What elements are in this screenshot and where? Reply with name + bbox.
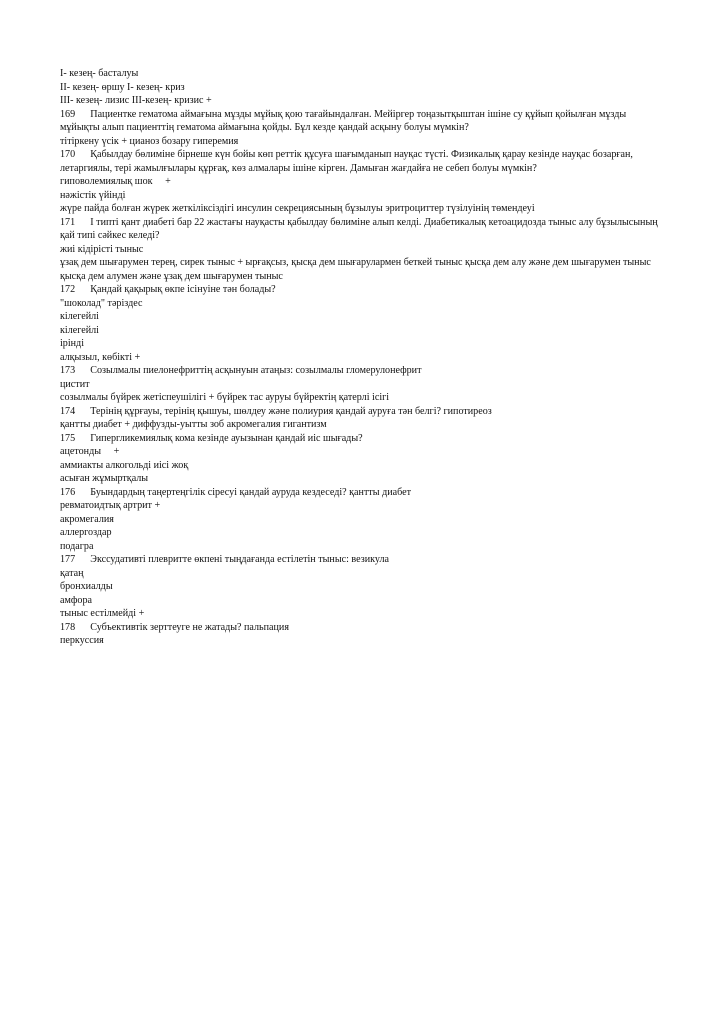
answer-line: "шоколад" тәріздес (60, 297, 143, 309)
answer-line: ревматоидтық артрит + (60, 500, 161, 511)
question-171: 171 I типті қант диабеті бар 22 жастағы науқасты қабылдау бөлиміне алып келді. Диабетикалық кетоацидозда тыныс алу бұзылысының қай типі сәйкес келеді? (60, 216, 661, 241)
answer-line: қантты диабет + диффузды-уытты зоб акромегалия гигантизм (60, 419, 327, 430)
answer-line: жүре пайда болған жүрек жеткіліксіздігі инсулин секрециясының бұзылуы эритроциттер түзілуінің төмендеуі (60, 203, 535, 214)
answer-line: цистит (60, 378, 90, 390)
answer-line: қатаң (60, 567, 84, 579)
text-line: I- кезең- басталуы (60, 68, 139, 79)
answer-line: кілегейлі (60, 324, 99, 336)
answer-line: ацетонды + (60, 446, 120, 457)
answer-line: перкуссия (60, 635, 104, 646)
answer-line: бронхиалды (60, 581, 113, 592)
answer-line: жиі кідірісті тыныс (60, 243, 144, 255)
question-175: 175 Гипергликемиялық кома кезінде ауызынан қандай иіс шығады? (60, 432, 363, 444)
answer-line: амфора (60, 594, 92, 606)
answer-line: тыныс естілмейді + (60, 608, 145, 619)
answer-line: тітіркену үсік + цианоз бозару гиперемия (60, 135, 239, 147)
answer-line: алқызыл, көбікті + (60, 351, 141, 363)
answer-line: ірінді (60, 338, 84, 349)
text-line: II- кезең- өршу I- кезең- криз (60, 81, 185, 93)
question-174: 174 Терінің құрғауы, терінің қышуы, шөлдеу және полиурия қандай ауруға тән белгі? гипотиреоз (60, 405, 492, 417)
answer-line: акромегалия (60, 513, 114, 525)
answer-line: подагра (60, 540, 94, 552)
document-body (60, 67, 660, 648)
answer-line: аммиакты алкогольді иісі жоқ (60, 459, 189, 471)
question-170: 170 Қабылдау бөлиміне бірнеше күн бойы көп реттік құсуға шағымданып науқас түсті. Физикалық қарау кезінде науқас бозарған, летаргиялы, тері жамылғылары құрғақ, көз алмалары ішіне кірген. Дамыған жағдайға не себеп болуы мүмкін? (60, 149, 636, 174)
answer-line: нәжістік үйінді (60, 189, 126, 201)
answer-line: асыған жұмыртқалы (60, 473, 149, 484)
question-173: 173 Созылмалы пиелонефриттің асқынуын атаңыз: созылмалы гломерулонефрит (60, 365, 422, 376)
question-169: 169 Пациентке гематома аймағына мұзды мұйық қою тағайындалған. Мейіргер тоңазытқыштан ішіне су құйып қойылған мұзды мұйықты алып пациенттің гематома аймағына қойды. Бұл кезде қандай асқыну болуы мүмкін? (60, 108, 629, 133)
answer-line: аллергоздар (60, 527, 112, 538)
answer-line: ұзақ дем шығарумен терең, сирек тыныс + ырғақсыз, қысқа дем шығарулармен беткей тыныс қысқа дем алу және дем шығарумен тыныс қысқа дем алумен және ұзақ дем шығарумен тыныс (60, 257, 654, 282)
answer-line: кілегейлі (60, 311, 99, 322)
question-178: 178 Субъективтік зерттеуге не жатады? пальпация (60, 621, 289, 633)
answer-line: гиповолемиялық шок + (60, 176, 171, 187)
answer-line: созылмалы бүйрек жетіспеушілігі + бүйрек тас ауруы бүйректің қатерлі ісігі (60, 392, 390, 403)
question-176: 176 Буындардың таңертеңгілік сіресуі қандай ауруда кездеседі? қантты диабет (60, 486, 411, 498)
text-line: III- кезең- лизис III-кезең- кризис + (60, 95, 212, 106)
question-177: 177 Экссудативті плевритте өкпені тыңдағанда естілетін тыныс: везикула (60, 554, 389, 565)
question-172: 172 Қандай қақырық өкпе ісінуіне тән болады? (60, 284, 276, 295)
